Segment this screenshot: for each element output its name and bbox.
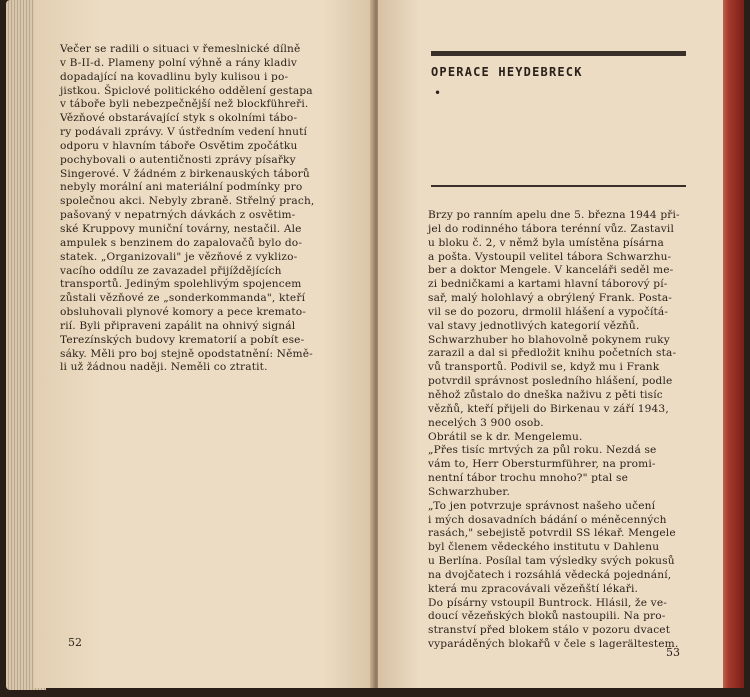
left-page [34,0,374,688]
bullet-dot: • [434,86,442,100]
left-page-number: 52 [68,636,82,649]
chapter-heading: OPERACE HEYDEBRECK [431,65,583,79]
left-page-body-text: Večer se radili o situaci v řemeslnické dílně v B-II-d. Plameny polní výhně a rány kladiv dopadající na kovadlinu byly kulisou i po- jistkou. Špiclové politického oddělení gestapa v táboře byli nebezpečnější než blockführeři. Vězňové obstarávající styk s okolními tábo- ry podávali zprávy. V ústředním vedení hnutí odporu v hlavním táboře Osvětim zpočátku pochybovali o autentičnosti zprávy písařky Singerové. V žádném z birkenauských táborů nebyly morální ani materiální podmínky pro společnou akci. Nebyly zbraně. Střelný prach, pašovaný v nepatrných dávkách z osvětim- ské Kruppovy muniční továrny, nestačil. Ale ampulek s benzinem do zapalovačů bylo do- statek. „Organizovali" je vězňové z vyklizo- vacího oddílu ze zavazadel přijíždějících transportů. Jediným spolehlivým spojencem zůstali vězňové ze „sonderkommanda", kteří obsluhovali plynové komory a pece kremato- rií. Byli připraveni zapálit na ohnivý signál Terezínských budovy krematorií a pobít ese- sáky. Měli pro boj stejně opodstatnění: Němě- li už žádnou naději. Neměli co ztratit. [60,43,315,374]
right-page [378,0,723,688]
chapter-top-rule [431,51,686,56]
right-page-number: 53 [666,646,680,659]
chapter-divider-rule [431,185,686,187]
right-page-body-text: Brzy po ranním apelu dne 5. března 1944 při- jel do rodinného tábora terénní vůz. Zastavil u bloku č. 2, v němž byla umístěna písárna a pošta. Vystoupil velitel tábora Schwarzhu- ber a doktor Mengele. V kanceláři seděl me- zi bedničkami a kartami hlavní táborový pí- sař, malý holohlavý a obrýlený Frank. Posta- vil se do pozoru, drmolil hlášení a vypočítá- val stavy jednotlivých kategorií vězňů. Schwarzhuber ho blahovolně pokynem ruky zarazil a dal si předložit knihu početních sta- vů transportů. Podivil se, když mu i Frank potvrdil správnost posledního hlášení, podle něhož zůstalo do dneška naživu z pěti tisíc vězňů, kteří přijeli do Birkenau v září 1943, necelých 3 900 osob. Obrátil se k dr. Mengelemu. „Přes tisíc mrtvých za půl roku. Nezdá se vám to, Herr Obersturmführer, na promi- nentní tábor trochu mnoho?" ptal se Schwarzhuber. „To jen potvrzuje správnost našeho učení i mých dosavadních bádání o méněcenných rasách," sebejistě potvrdil SS lékař. Mengele byl členem vědeckého institutu v Dahlenu u Berlína. Posílal tam výsledky svých pokusů na dvojčatech i rozsáhlá vědecká pojednání, která mu zpracovávali vězeňští lékaři. Do písárny vstoupil Buntrock. Hlásil, že ve- doucí vězeňských bloků nastoupili. Na pro- stranství před blokem stálo v pozoru dvacet vyparáděných blokařů v čele s lagerältestem. [428,209,680,651]
